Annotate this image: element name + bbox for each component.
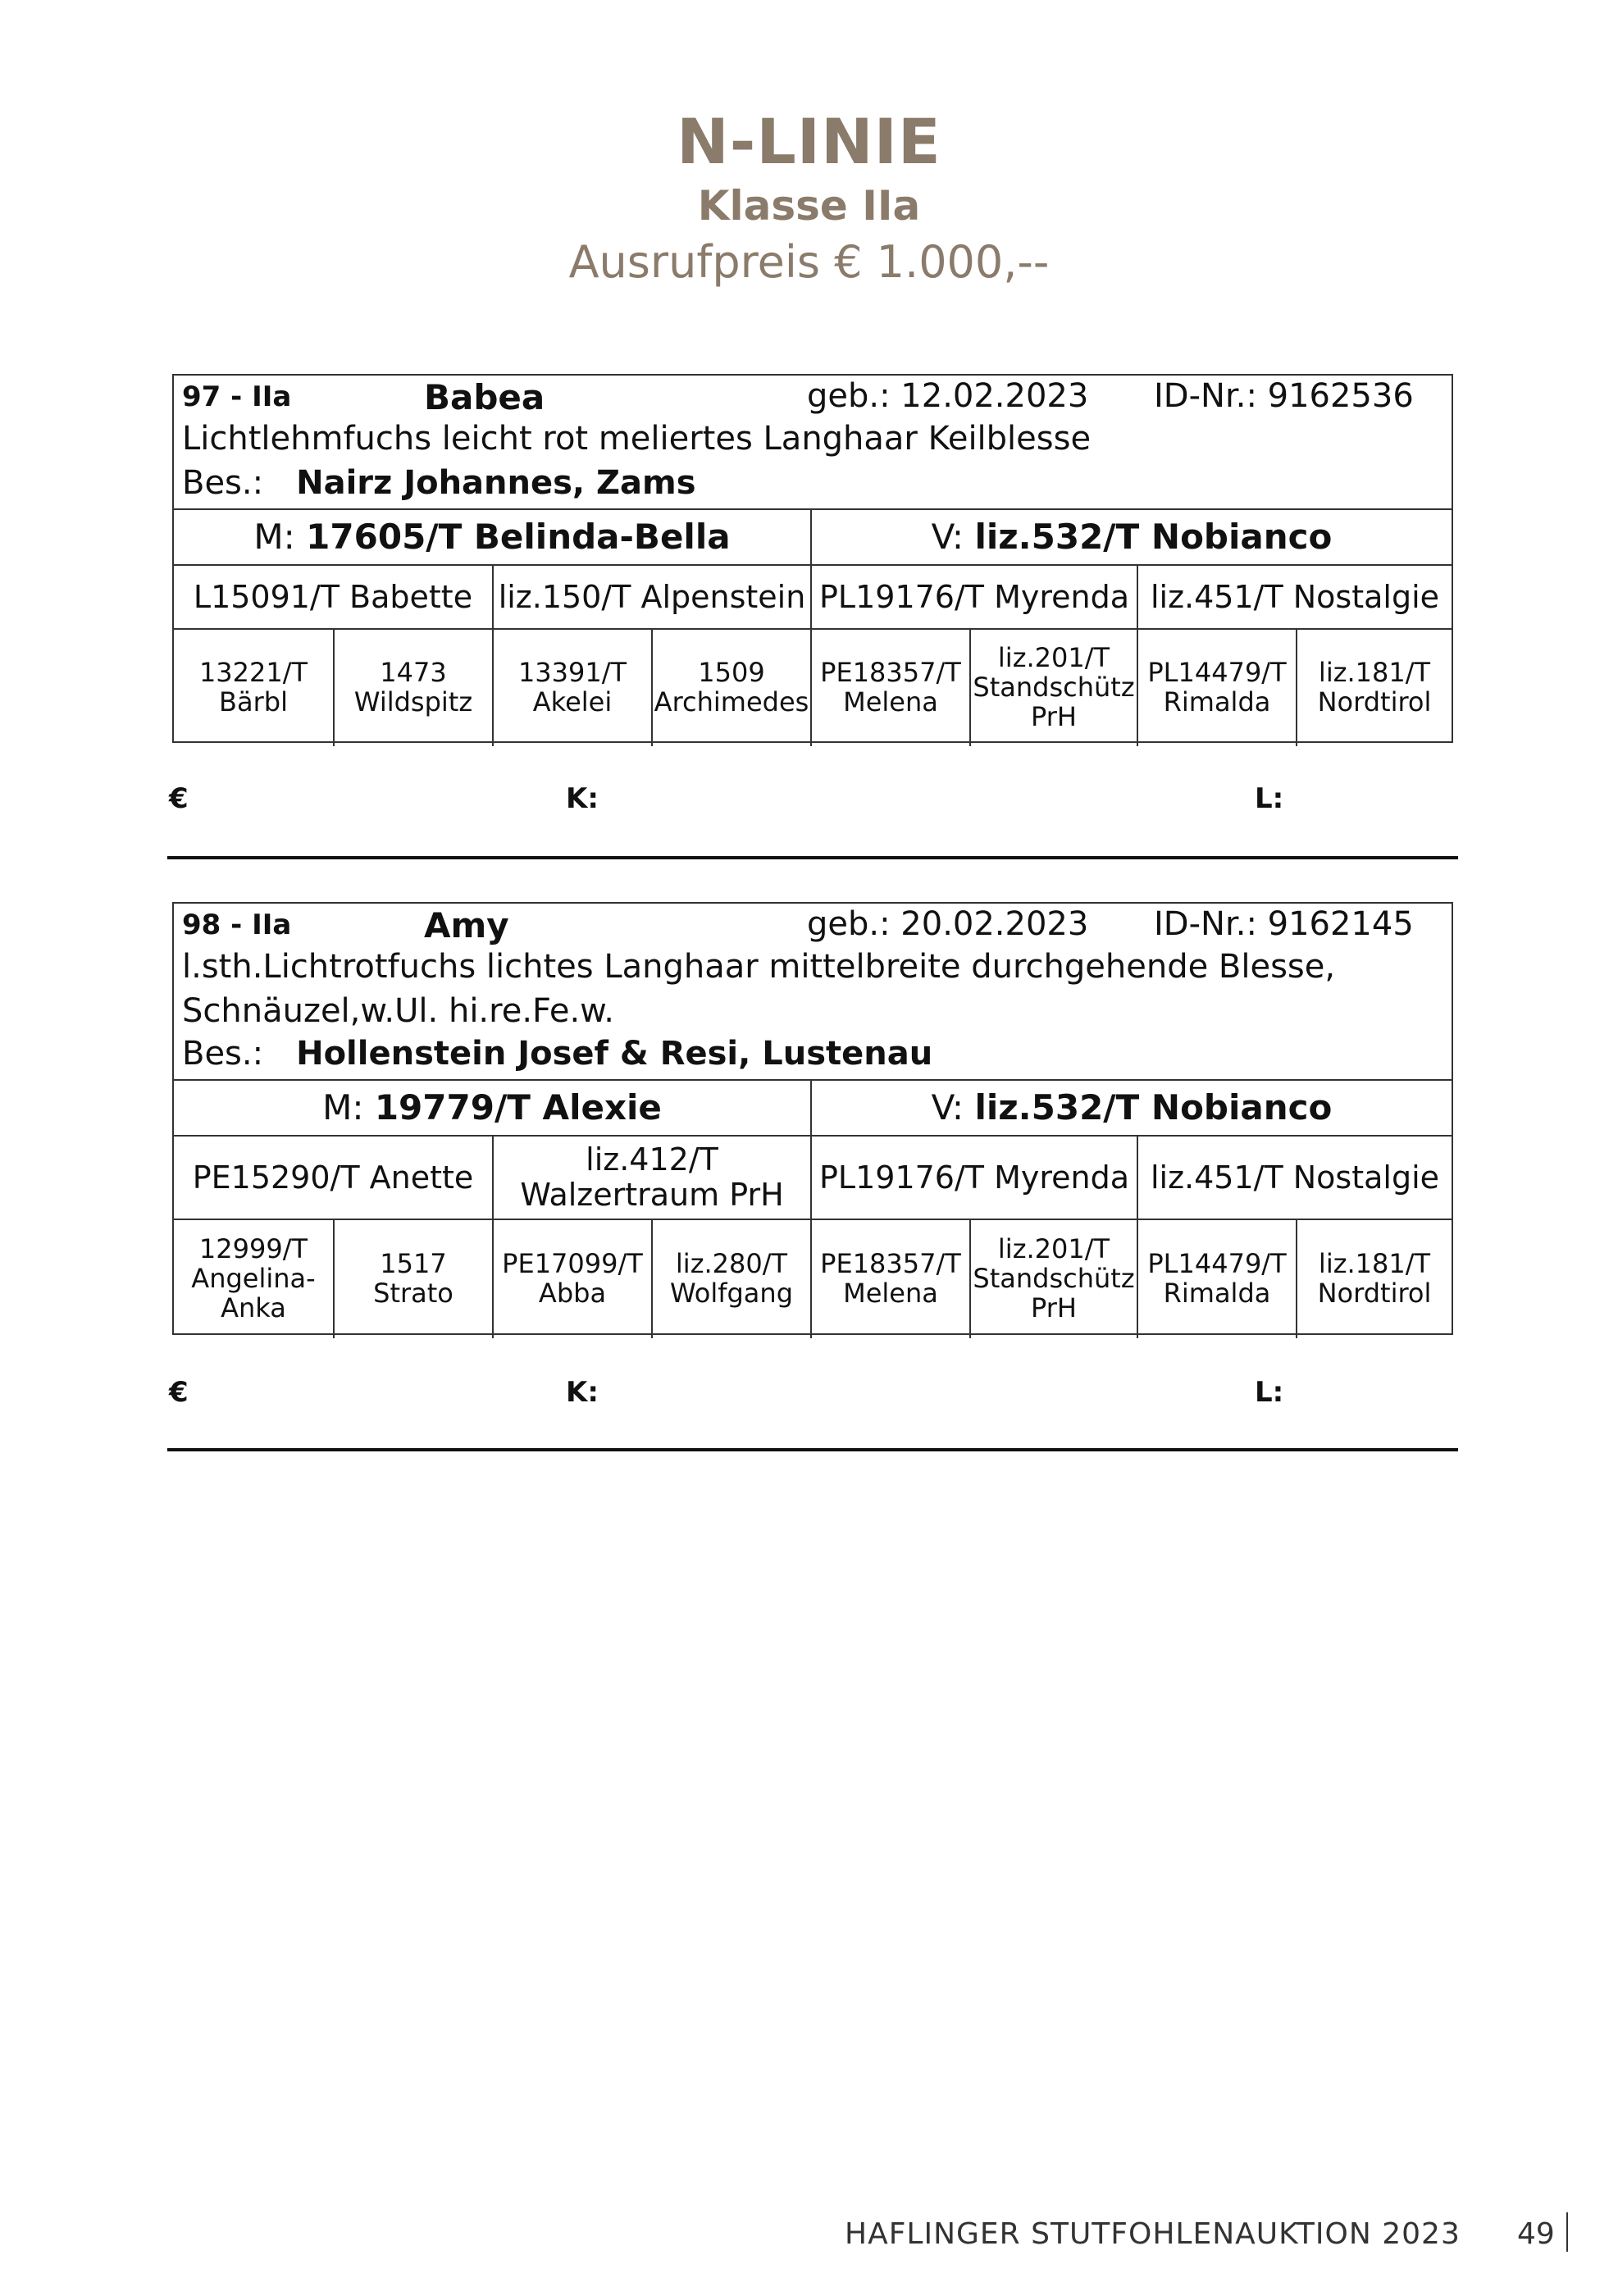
entry-header <box>174 376 1452 507</box>
page-title: N-LINIE <box>677 105 941 178</box>
great-grandparent-cell: 1517 Strato <box>333 1220 492 1338</box>
buyer-field: K: <box>566 1376 599 1409</box>
footer-rule <box>167 856 1458 859</box>
dam-label: M: <box>253 517 295 558</box>
buyer-field: K: <box>566 782 599 815</box>
grandparents-row <box>174 564 1452 628</box>
grandparents-row <box>174 1135 1452 1219</box>
pedigree-box <box>172 374 1453 743</box>
euro-field: € <box>169 1376 189 1409</box>
id-number: ID-Nr.: 9162145 <box>1154 905 1414 943</box>
horse-name: Babea <box>424 377 545 417</box>
lot-number: 97 - IIa <box>182 380 292 413</box>
grandparent-cell: PL19176/T Myrenda <box>810 566 1137 628</box>
euro-field: € <box>169 782 189 815</box>
sire-name: liz.532/T Nobianco <box>974 1087 1333 1128</box>
description-line: l.sth.Lichtrotfuchs lichtes Langhaar mittelbreite durchgehende Blesse, <box>182 948 1336 986</box>
great-grandparent-cell: 1509 Archimedes <box>651 630 810 746</box>
publication-footer: HAFLINGER STUTFOHLENAUKTION 2023 <box>845 2217 1461 2251</box>
description-line: Lichtlehmfuchs leicht rot meliertes Langhaar Keilblesse <box>182 420 1092 458</box>
parents-row <box>174 1079 1452 1135</box>
dam-label: M: <box>322 1087 364 1128</box>
footer-rule <box>167 1448 1458 1451</box>
entry-header <box>174 904 1452 1079</box>
owner-line <box>182 464 696 502</box>
great-grandparent-cell: 1473 Wildspitz <box>333 630 492 746</box>
page-number: 49 <box>1517 2217 1555 2251</box>
great-grandparent-cell: 13391/T Akelei <box>492 630 651 746</box>
starting-price: Ausrufpreis € 1.000,-- <box>568 236 1050 288</box>
page-divider <box>1566 2212 1568 2252</box>
dam-cell <box>174 510 810 564</box>
great-grandparent-cell: PL14479/T Rimalda <box>1137 1220 1296 1338</box>
owner-label: Bes.: <box>182 1035 264 1073</box>
owner-line <box>182 1035 932 1073</box>
great-grandparent-cell: liz.201/T Standschütz PrH <box>969 630 1137 746</box>
dam-name: 19779/T Alexie <box>374 1087 662 1128</box>
grandparent-cell: liz.451/T Nostalgie <box>1137 566 1452 628</box>
great-grandparent-cell: 12999/T Angelina- Anka <box>191 1233 316 1323</box>
birth-date: geb.: 20.02.2023 <box>807 905 1089 943</box>
owner-name: Hollenstein Josef & Resi, Lustenau <box>296 1035 933 1073</box>
great-grandparent-cell: PL14479/T Rimalda <box>1137 630 1296 746</box>
sire-name: liz.532/T Nobianco <box>974 517 1333 558</box>
pedigree-box <box>172 902 1453 1335</box>
great-grandparent-cell: PE17099/T Abba <box>492 1220 651 1338</box>
grandparent-cell: liz.150/T Alpenstein <box>492 566 810 628</box>
grandparent-cell: PE15290/T Anette <box>192 1159 474 1196</box>
class-subtitle: Klasse IIa <box>697 182 921 230</box>
sire-label: V: <box>931 517 964 558</box>
location-field: L: <box>1255 1376 1284 1409</box>
sire-cell <box>810 510 1452 564</box>
great-grandparent-cell: liz.181/T Nordtirol <box>1296 630 1452 746</box>
great-grandparent-cell: 13221/T Bärbl <box>198 657 308 718</box>
owner-label: Bes.: <box>182 464 264 502</box>
dam-cell <box>174 1081 810 1135</box>
great-grandparent-cell: PE18357/T Melena <box>810 630 969 746</box>
parents-row <box>174 508 1452 564</box>
great-grandparent-cell: liz.181/T Nordtirol <box>1296 1220 1452 1338</box>
great-grandparent-cell: PE18357/T Melena <box>810 1220 969 1338</box>
owner-name: Nairz Johannes, Zams <box>296 464 696 502</box>
great-grandparents-row <box>174 1219 1452 1338</box>
id-number: ID-Nr.: 9162536 <box>1154 377 1414 415</box>
sire-cell <box>810 1081 1452 1135</box>
great-grandparent-cell: liz.201/T Standschütz PrH <box>969 1220 1137 1338</box>
grandparent-cell: liz.451/T Nostalgie <box>1137 1137 1452 1219</box>
grandparent-cell: L15091/T Babette <box>193 578 473 615</box>
horse-name: Amy <box>424 905 509 945</box>
birth-date: geb.: 12.02.2023 <box>807 377 1089 415</box>
dam-name: 17605/T Belinda-Bella <box>306 517 731 558</box>
location-field: L: <box>1255 782 1284 815</box>
grandparent-cell: PL19176/T Myrenda <box>810 1137 1137 1219</box>
lot-number: 98 - IIa <box>182 909 292 941</box>
description-line: Schnäuzel,w.Ul. hi.re.Fe.w. <box>182 992 614 1030</box>
sire-label: V: <box>931 1087 964 1128</box>
great-grandparents-row <box>174 628 1452 746</box>
grandparent-cell: liz.412/T Walzertraum PrH <box>492 1137 810 1219</box>
great-grandparent-cell: liz.280/T Wolfgang <box>651 1220 810 1338</box>
